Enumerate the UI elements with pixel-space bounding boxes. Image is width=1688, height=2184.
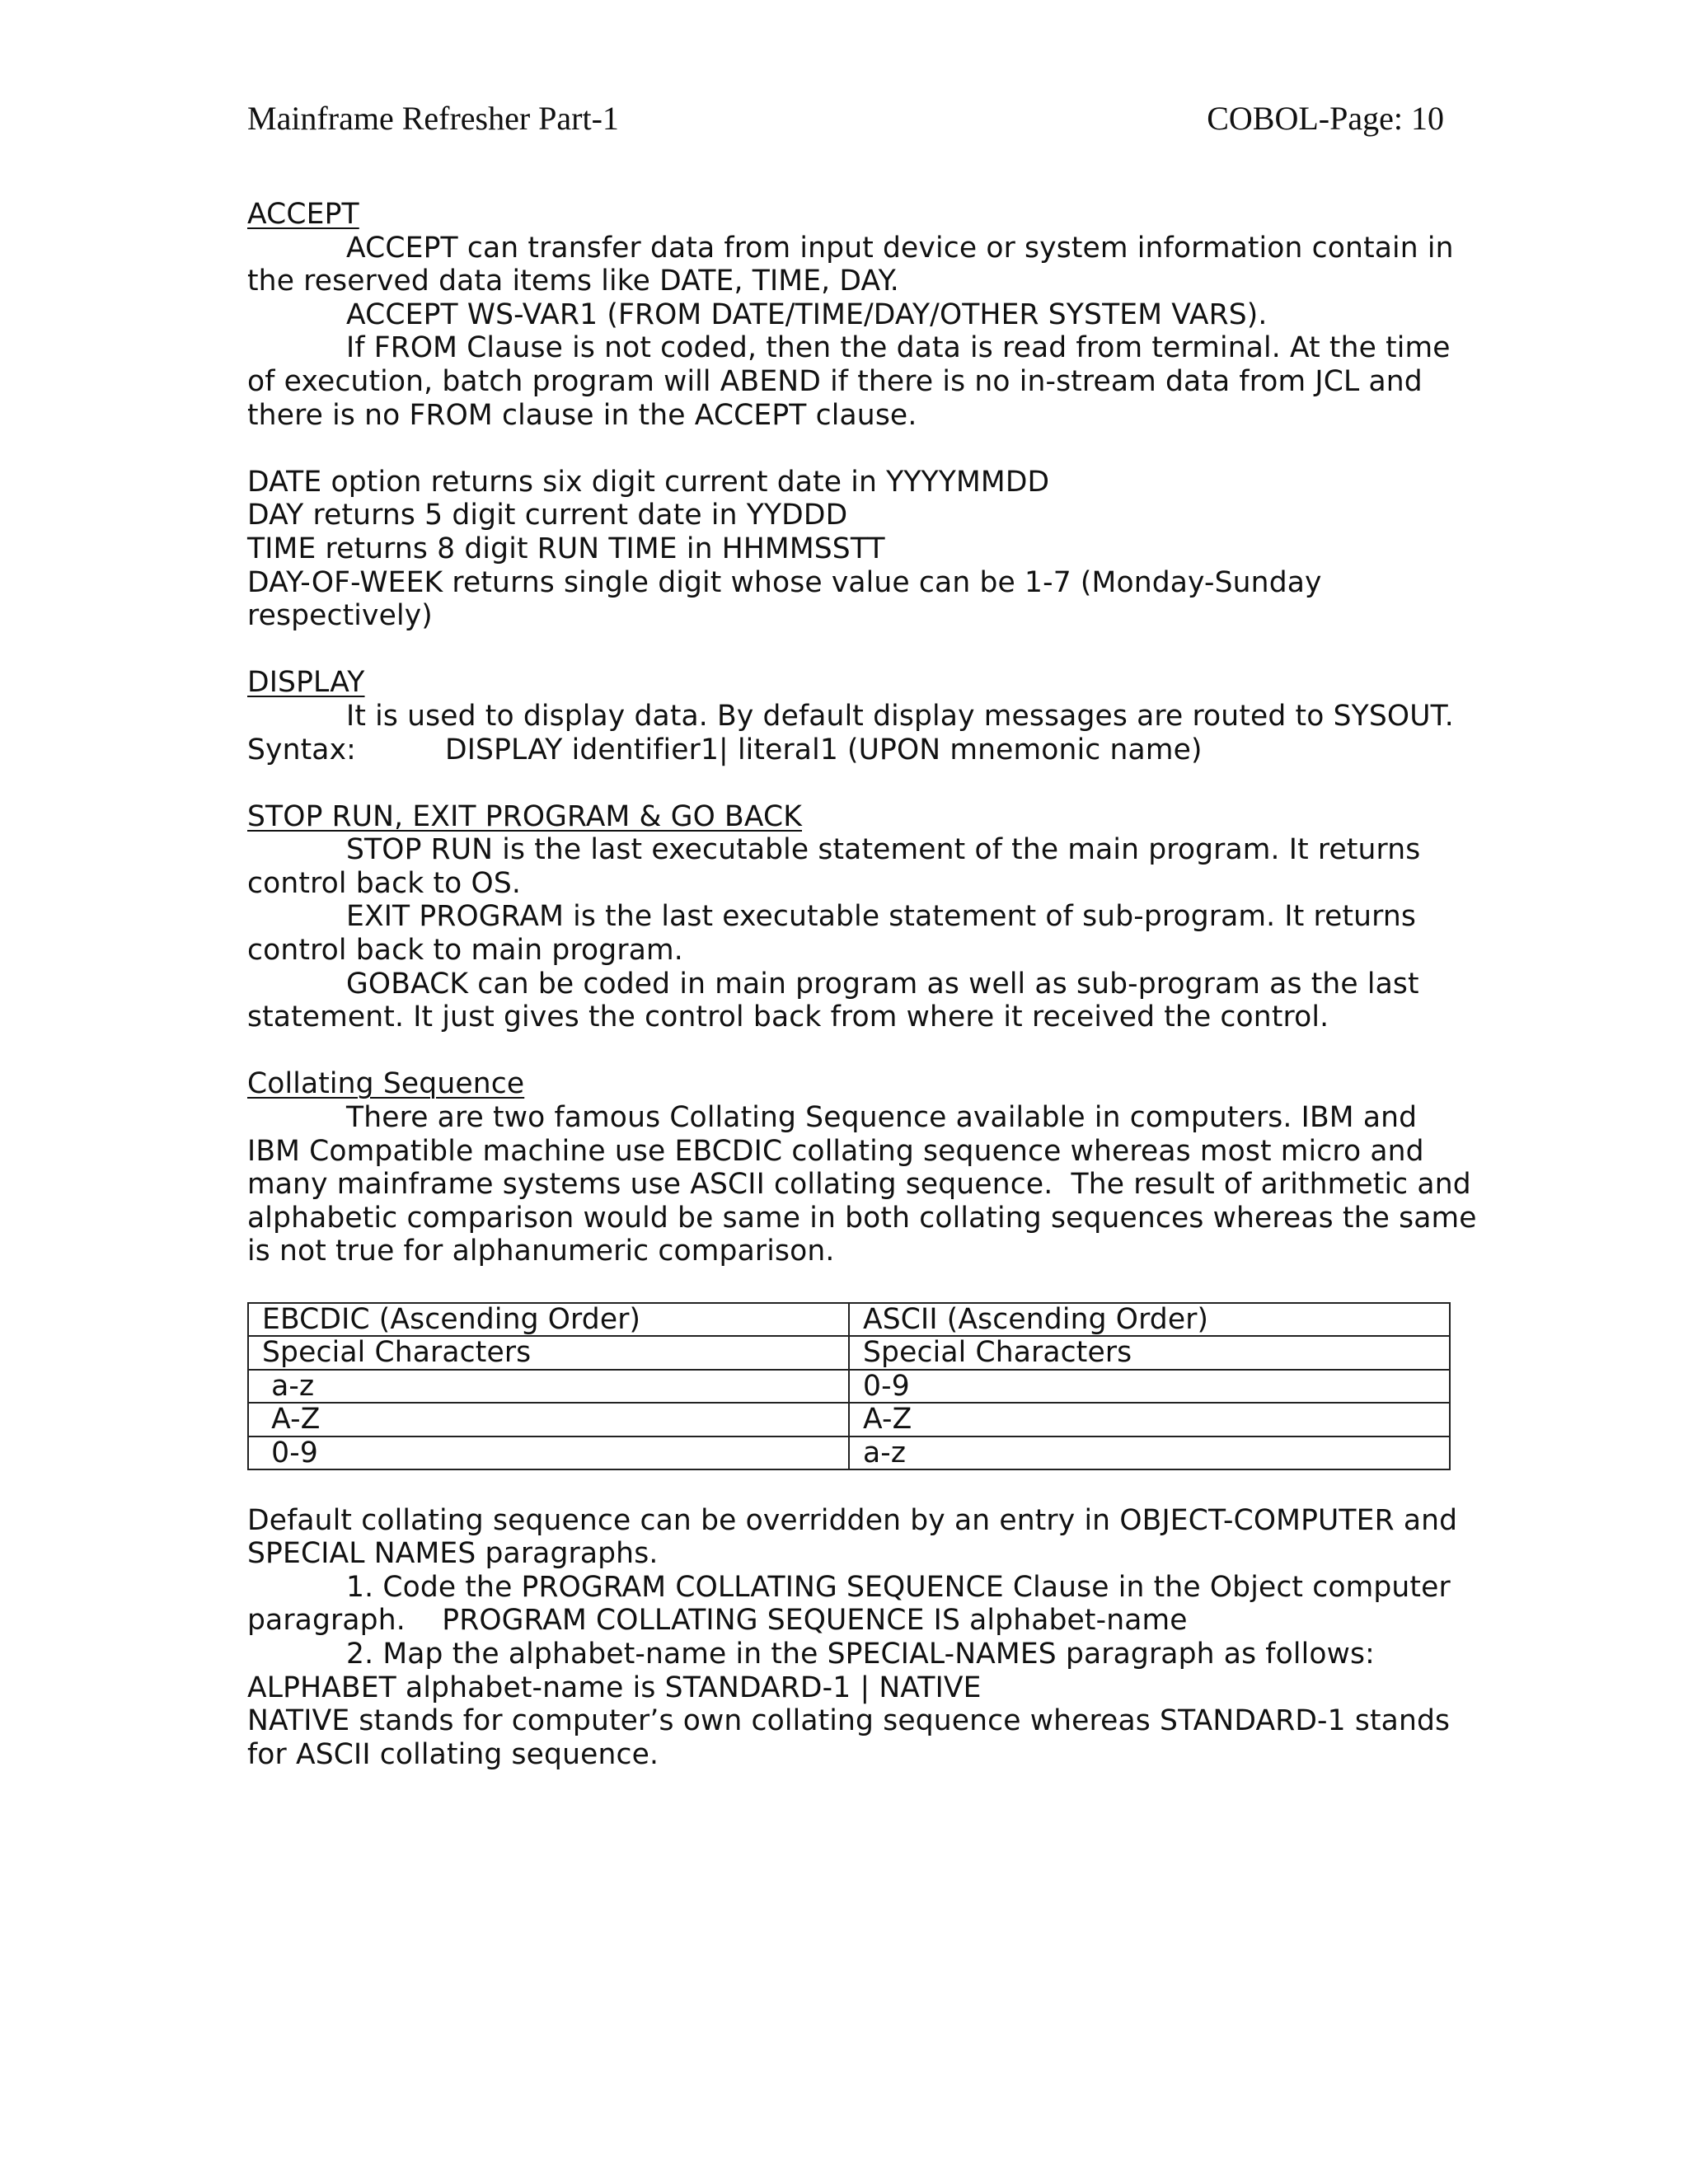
spacer	[247, 1268, 1467, 1302]
spacer	[247, 766, 1467, 800]
accept-heading: ACCEPT	[247, 198, 359, 231]
collating-step-1-line-1: 1. Code the PROGRAM COLLATING SEQUENCE Clause in the Object computer	[346, 1570, 1451, 1604]
stoprun-para-3-line-2: statement. It just gives the control back from where it received the control.	[247, 1001, 1329, 1034]
collating-step-1-line-2: paragraph. PROGRAM COLLATING SEQUENCE IS alphabet-name	[247, 1604, 1188, 1638]
collating-para-1-line-5: is not true for alphanumeric comparison.	[247, 1235, 835, 1268]
spacer	[247, 432, 1467, 466]
document-body	[247, 198, 1477, 1771]
stoprun-para-2-line-2: control back to main program.	[247, 934, 683, 968]
display-syntax-text: DISPLAY identifier1| literal1 (UPON mnemonic name)	[445, 733, 1203, 766]
collating-heading: Collating Sequence	[247, 1067, 525, 1101]
page-header	[247, 97, 1444, 147]
accept-option-date: DATE option returns six digit current date in YYYYMMDD	[247, 465, 1050, 499]
header-page-number: COBOL-Page: 10	[1207, 100, 1444, 137]
table-cell: 0-9	[248, 1436, 849, 1470]
table-row	[248, 1403, 1450, 1436]
collating-table	[247, 1302, 1451, 1471]
accept-para-3-line-2: of execution, batch program will ABEND if there is no in-stream data from JCL and	[247, 364, 1423, 398]
table-cell: a-z	[248, 1370, 849, 1404]
collating-para-1-line-4: alphabetic comparison would be same in both collating sequences whereas the same	[247, 1201, 1477, 1235]
accept-option-dow-line-2: respectively)	[247, 599, 433, 633]
display-syntax-label: Syntax:	[247, 733, 356, 766]
table-row	[248, 1336, 1450, 1370]
table-cell: Special Characters	[248, 1336, 849, 1370]
accept-para-3-line-3: there is no FROM clause in the ACCEPT clause.	[247, 398, 917, 432]
accept-option-dow-line-1: DAY-OF-WEEK returns single digit whose value can be 1-7 (Monday-Sunday	[247, 565, 1322, 599]
collating-para-1-line-1: There are two famous Collating Sequence available in computers. IBM and	[346, 1101, 1418, 1135]
spacer	[247, 1034, 1467, 1068]
collating-native-line-2: for ASCII collating sequence.	[247, 1737, 659, 1771]
spacer	[247, 1470, 1467, 1504]
display-para-1: It is used to display data. By default display messages are routed to SYSOUT.	[346, 699, 1454, 733]
stoprun-para-1-line-1: STOP RUN is the last executable statement of the main program. It returns	[346, 833, 1421, 867]
table-header-cell: ASCII (Ascending Order)	[849, 1303, 1450, 1337]
table-cell: Special Characters	[849, 1336, 1450, 1370]
collating-native-line-1: NATIVE stands for computer’s own collating sequence whereas STANDARD-1 stands	[247, 1704, 1451, 1738]
accept-para-2: ACCEPT WS-VAR1 (FROM DATE/TIME/DAY/OTHER SYSTEM VARS).	[346, 298, 1268, 331]
header-title: Mainframe Refresher Part-1	[247, 100, 619, 137]
table-header-row	[248, 1303, 1450, 1337]
accept-option-day: DAY returns 5 digit current date in YYDDD	[247, 499, 848, 532]
collating-para-2-line-1: Default collating sequence can be overridden by an entry in OBJECT-COMPUTER and	[247, 1503, 1458, 1537]
stoprun-para-3-line-1: GOBACK can be coded in main program as well as sub-program as the last	[346, 967, 1419, 1001]
table-header-cell: EBCDIC (Ascending Order)	[248, 1303, 849, 1337]
stoprun-heading: STOP RUN, EXIT PROGRAM & GO BACK	[247, 799, 802, 833]
collating-para-1-line-2: IBM Compatible machine use EBCDIC collating sequence whereas most micro and	[247, 1134, 1424, 1168]
spacer	[247, 633, 1467, 667]
table-cell: A-Z	[248, 1403, 849, 1436]
accept-para-1-line-2: the reserved data items like DATE, TIME, DAY.	[247, 265, 899, 298]
display-syntax	[247, 733, 1467, 767]
table-row	[248, 1436, 1450, 1470]
table-cell: a-z	[849, 1436, 1450, 1470]
accept-para-3-line-1: If FROM Clause is not coded, then the data is read from terminal. At the time	[346, 331, 1451, 365]
stoprun-para-2-line-1: EXIT PROGRAM is the last executable statement of sub-program. It returns	[346, 900, 1417, 934]
table-cell: 0-9	[849, 1370, 1450, 1404]
accept-option-time: TIME returns 8 digit RUN TIME in HHMMSSTT	[247, 532, 885, 565]
table-row	[248, 1370, 1450, 1404]
collating-step-2-line-1: 2. Map the alphabet-name in the SPECIAL-NAMES paragraph as follows:	[346, 1638, 1375, 1671]
collating-para-1-line-3: many mainframe systems use ASCII collating sequence. The result of arithmetic and	[247, 1168, 1471, 1202]
accept-para-1-line-1: ACCEPT can transfer data from input device or system information contain in	[346, 231, 1454, 265]
stoprun-para-1-line-2: control back to OS.	[247, 866, 521, 900]
collating-para-2-line-2: SPECIAL NAMES paragraphs.	[247, 1537, 659, 1571]
table-cell: A-Z	[849, 1403, 1450, 1436]
collating-step-2-line-2: ALPHABET alphabet-name is STANDARD-1 | NATIVE	[247, 1671, 982, 1704]
display-heading: DISPLAY	[247, 666, 365, 700]
